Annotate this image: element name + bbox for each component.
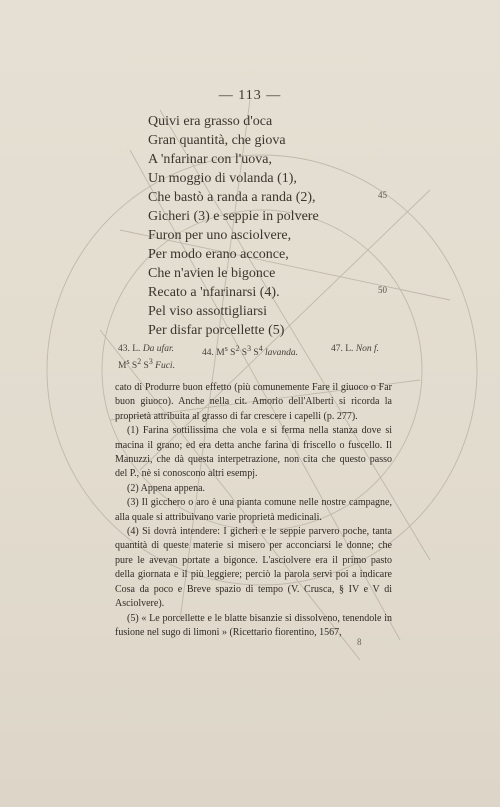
verse-line: Quivi era grasso d'oca xyxy=(148,114,273,129)
verse-line: Gran quantità, che giova xyxy=(148,133,286,148)
verse-line: Per disfar porcellette (5) xyxy=(148,323,285,338)
signature-mark: 8 xyxy=(357,637,362,647)
verse-line: Un moggio di volanda (1), xyxy=(148,171,297,186)
footnote: (4) Si dovrà intendere: I gicheri e le seppie parvero poche, tanta quantità di queste materie si misero per acconciarsi le donne; che pure le avevan portate a bigonce. L'asciolvere era il primo pasto della giornata e il più leggiere; perciò la parola servì poi a indicare Cosa da poco e Breve spazio di tempo (V. Crusca, § IV e V di Asciolvere). xyxy=(115,526,392,610)
footnote: (2) Appena appena. xyxy=(127,482,206,494)
line-number: 50 xyxy=(378,285,387,295)
page-number: — 113 — xyxy=(218,88,282,103)
variant-reading: 44. $M^s$ $S^2$ $S^3$ $S^4$ lavanda. xyxy=(202,344,299,359)
variant-reading: $M^s$ $S^2$ $S^3$ Fuci. xyxy=(118,357,175,372)
verse-line: A 'nfarinar con l'uova, xyxy=(148,152,273,167)
footnote-continuation: cato di Produrre buon effetto (più comunemente Fare il giuoco o Far buon giuoco). Anche nella cit. Amorio dell'Alberti si ricorda la proprietà attribuita al grasso di far crescere i capelli (p. 277). xyxy=(115,382,392,422)
variant-reading: 43. L. Da ufar. xyxy=(118,344,174,354)
variant-reading: 47. L. Non f. xyxy=(331,344,380,354)
footnotes xyxy=(115,381,392,640)
verse-line: Pel viso assottigliarsi xyxy=(148,304,267,319)
footnote: (3) Il gicchero o aro è una pianta comune nelle nostre campagne, alla quale si attribuivano varie proprietà medicinali. xyxy=(115,497,392,523)
footnote: (1) Farina sottilissima che vola e si ferma nella stanza dove si macina il grano; ed era detta anche farina di friscello o fuscello. Il Manuzzi, che dà questa interpetrazione, non cita che questo passo del P., nè si conoscono altri esempj. xyxy=(115,425,392,480)
verse-line: Gicheri (3) e seppie in polvere xyxy=(148,209,319,224)
line-number: 45 xyxy=(378,190,387,200)
verse-line: Per modo erano acconce, xyxy=(148,247,289,262)
verse-line: Che bastò a randa a randa (2), xyxy=(148,190,316,205)
footnote: (5) « Le porcellette e le blatte bisanzie si dissolveno, tenendole in fusione nel sugo di limoni » (Ricettario fiorentino, 1567, xyxy=(115,612,392,638)
verse-line: Recato a 'nfarinarsi (4). xyxy=(148,285,280,300)
verse-line: Che n'avien le bigonce xyxy=(148,266,276,281)
verse-line: Furon per uno asciolvere, xyxy=(148,228,292,243)
